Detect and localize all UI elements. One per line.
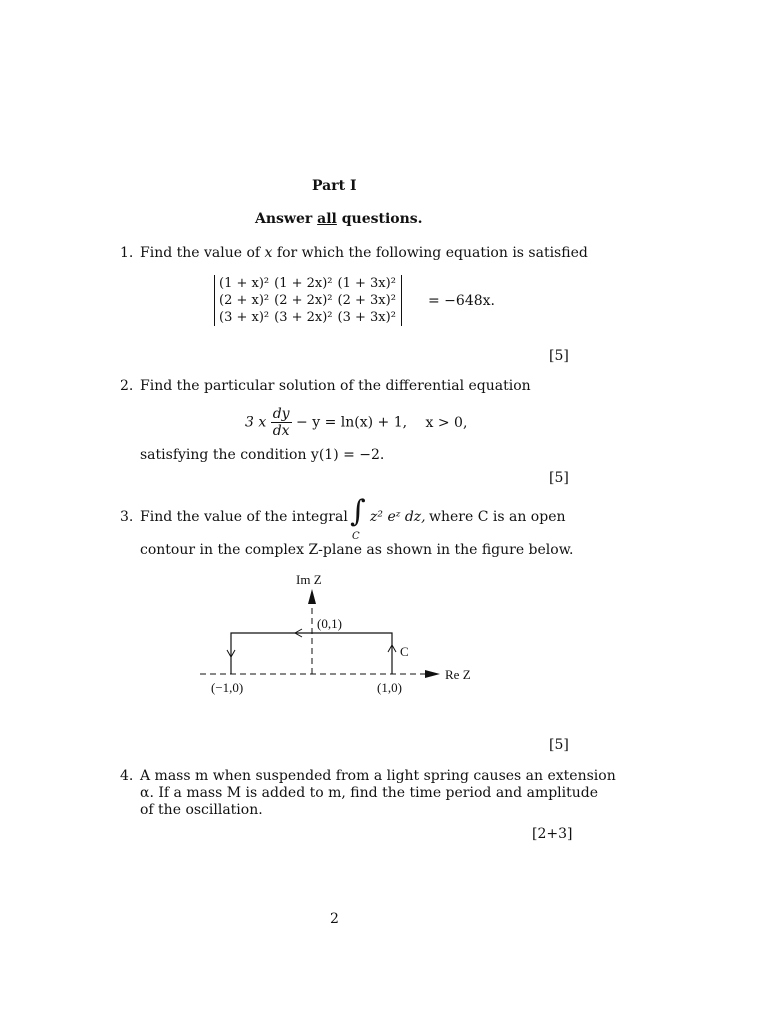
q3-text-c: contour in the complex Z-plane as shown in the figure below. [140, 542, 574, 558]
q1-text-b: for which the following equation is satisfied [272, 245, 588, 261]
matrix-cell: (3 + x)² [219, 310, 270, 325]
q3-integral-sign: ∫ [350, 494, 366, 529]
matrix-cell: (1 + 2x)² [274, 276, 333, 291]
q3-number: 3. [120, 509, 134, 525]
q4-marks: [2+3] [532, 826, 573, 842]
contour-label: C [400, 644, 409, 659]
matrix-cell: (3 + 2x)² [274, 310, 333, 325]
answer-suffix: questions. [336, 211, 423, 227]
point-left-label: (−1,0) [211, 680, 244, 695]
matrix-cell: (2 + x)² [219, 293, 270, 308]
q2-text2: satisfying the condition y(1) = −2. [140, 447, 385, 463]
q3-text-a: Find the value of the integral [140, 509, 348, 525]
matrix-cell: (1 + 3x)² [337, 276, 396, 291]
imaginary-axis-arrow [308, 589, 316, 604]
q1-rhs: = −648x. [428, 293, 495, 309]
q3-integrand: z² eᶻ dz, [370, 509, 426, 525]
answer-all: all [317, 211, 337, 227]
matrix-cell: (2 + 3x)² [337, 293, 396, 308]
re-axis-label: Re Z [445, 667, 471, 682]
q2-number: 2. [120, 378, 134, 394]
q4-line3: of the oscillation. [140, 802, 263, 818]
q3-integral-sub: C [352, 531, 360, 542]
q2-frac-den: dx [272, 423, 290, 439]
q4-line1: A mass m when suspended from a light spring causes an extension [140, 768, 616, 784]
q1-text-a: Find the value of [140, 245, 265, 261]
q2-marks: [5] [549, 470, 569, 486]
q2-frac-num: dy [272, 406, 290, 422]
q2-eq-rest: − y = ln(x) + 1, [296, 414, 408, 431]
im-axis-label: Im Z [296, 572, 322, 587]
q4-line2: α. If a mass M is added to m, find the time period and amplitude [140, 785, 599, 801]
q1-number: 1. [120, 245, 134, 261]
page-number: 2 [330, 911, 339, 927]
point-top-label: (0,1) [317, 616, 342, 631]
point-right-label: (1,0) [377, 680, 402, 695]
real-axis-arrow [425, 670, 440, 678]
q1-marks: [5] [549, 348, 569, 364]
part-title: Part I [312, 178, 357, 194]
q4-number: 4. [120, 768, 134, 784]
q1-var: x [264, 245, 273, 261]
matrix-cell: (1 + x)² [219, 276, 270, 291]
matrix-cell: (2 + 2x)² [274, 293, 333, 308]
q2-eq-coef: 3 x [245, 414, 267, 431]
q3-marks: [5] [549, 737, 569, 753]
q2-text: Find the particular solution of the differential equation [140, 378, 531, 394]
answer-prefix: Answer [255, 211, 318, 227]
matrix-cell: (3 + 3x)² [337, 310, 396, 325]
q3-text-b: where C is an open [429, 509, 566, 525]
q2-condition: x > 0, [425, 414, 468, 431]
